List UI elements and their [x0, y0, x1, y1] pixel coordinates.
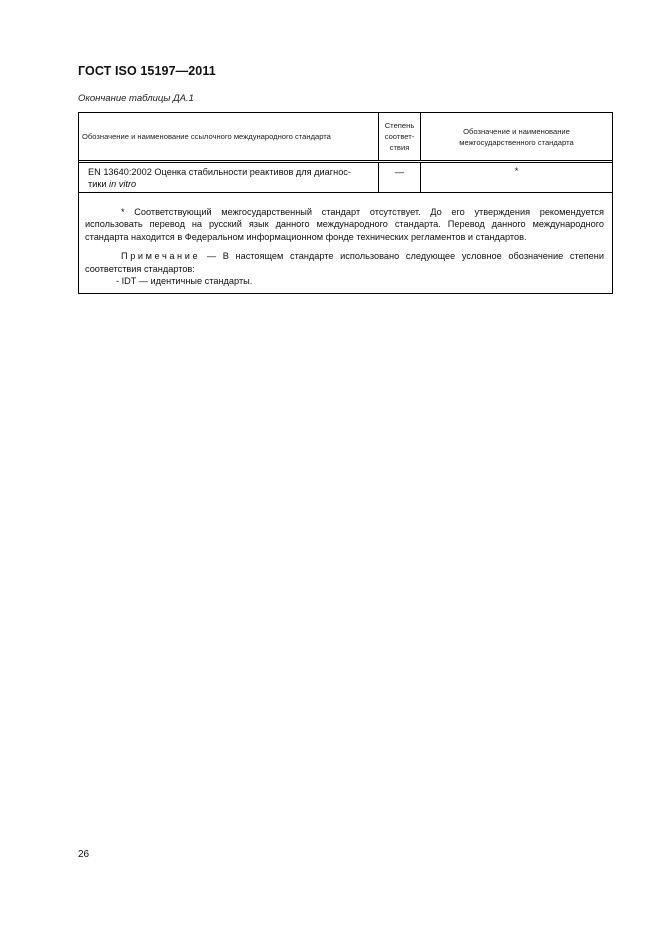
header-interstate-standard: [421, 113, 612, 160]
cell-interstate-standard: *: [514, 166, 519, 176]
cell-reference-standard: [79, 163, 379, 192]
table-row: [79, 163, 612, 193]
table-header-row: [79, 113, 612, 163]
list-item: - IDT — идентичные стандарты.: [116, 276, 253, 287]
cell-degree: —: [379, 163, 421, 192]
header-degree-line-3: ствия: [389, 143, 410, 152]
table-caption: Окончание таблицы ДА.1: [78, 93, 194, 104]
header-interstate-line-2: межгосударственного стандарта: [459, 137, 574, 147]
header-degree-line-2: соответ-: [384, 132, 415, 141]
header-interstate-line-1: Обозначение и наименование: [463, 126, 570, 136]
table-footnote: [79, 193, 612, 293]
header-degree-line-1: Степень: [384, 121, 415, 130]
reference-table: [78, 112, 613, 294]
reference-text-line-2: тики: [88, 178, 110, 189]
reference-text-line-1: EN 13640:2002 Оценка стабильности реактивов для диагнос-: [88, 167, 351, 177]
document-title: ГОСТ ISO 15197—2011: [78, 64, 216, 78]
footnote-text: * Соответствующий межгосударственный стандарт отсутствует. До его утверждения рекомендуется использовать перевод на русский язык данного международного стандарта. Перевод данного международного стандарта находится в Федеральном информационном фонде технических регламентов и стандартов.: [85, 207, 604, 242]
reference-italic: in vitro: [109, 178, 137, 189]
note-label: Примечание: [121, 251, 201, 262]
note-text: — В настоящем стандарте использовано следующее условное обозначение степени соответствия стандартов:: [85, 251, 604, 274]
page-number: 26: [78, 849, 90, 860]
note-paragraph: [85, 250, 604, 275]
header-reference-standard: Обозначение и наименование ссылочного международного стандарта: [79, 113, 379, 160]
header-degree: [379, 113, 421, 160]
